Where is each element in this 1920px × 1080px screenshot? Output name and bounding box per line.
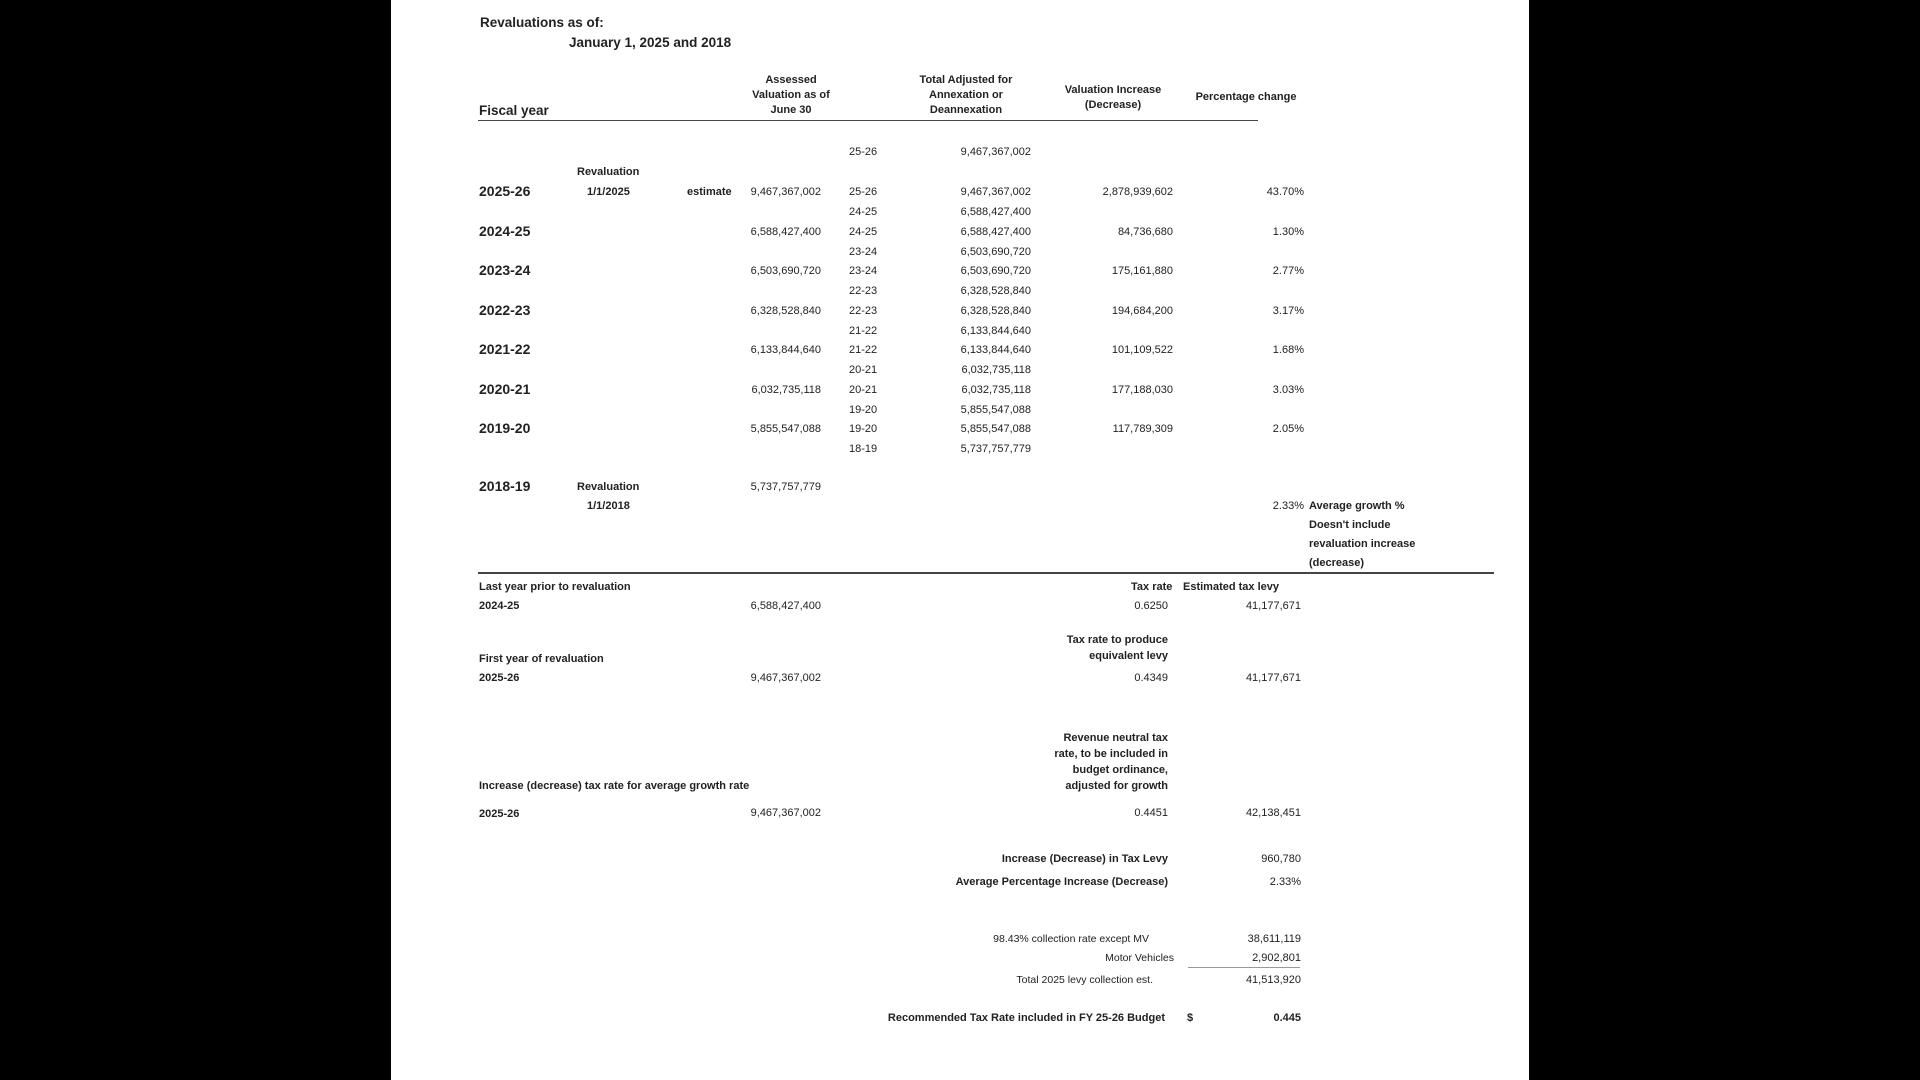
header-assessed: Assessed Valuation as of June 30 bbox=[752, 74, 830, 116]
row-pct-change: 3.17% bbox=[1272, 305, 1304, 317]
row-assessed-value: 6,133,844,640 bbox=[750, 344, 821, 356]
row-pct-change: 2.05% bbox=[1272, 423, 1304, 435]
header-total-adjusted: Total Adjusted for Annexation or Deannexation bbox=[919, 74, 1013, 116]
row-prior-total: 5,737,757,779 bbox=[960, 443, 1031, 455]
last-year-fy: 2024-25 bbox=[479, 600, 520, 612]
last-year-label: Last year prior to revaluation bbox=[479, 581, 631, 593]
row-prior-year-code: 19-20 bbox=[849, 404, 878, 416]
row-pct-change: 43.70% bbox=[1266, 186, 1304, 198]
row-total-adjusted: 6,588,427,400 bbox=[960, 226, 1031, 238]
row-year-code: 21-22 bbox=[849, 344, 878, 356]
row-assessed-value: 9,467,367,002 bbox=[750, 186, 821, 198]
row-valuation-increase: 84,736,680 bbox=[1117, 226, 1173, 238]
row-prior-year-code: 24-25 bbox=[849, 206, 878, 218]
row-year-code: 22-23 bbox=[849, 305, 878, 317]
row-prior-year-code: 21-22 bbox=[849, 325, 878, 337]
top-row-code: 25-26 bbox=[849, 146, 878, 158]
growth-label: Increase (decrease) tax rate for average growth rate bbox=[479, 780, 750, 792]
recommended-val: 0.445 bbox=[1273, 1012, 1301, 1024]
row-pct-change: 1.30% bbox=[1272, 226, 1304, 238]
inc-levy-val: 960,780 bbox=[1261, 853, 1301, 865]
first-year-fy: 2025-26 bbox=[479, 672, 520, 684]
row-prior-year-code: 22-23 bbox=[849, 285, 878, 297]
row-prior-year-code: 20-21 bbox=[849, 364, 878, 376]
neutral-label-3: budget ordinance, bbox=[1072, 764, 1168, 776]
document-page bbox=[391, 0, 1529, 1080]
row-total-adjusted: 6,503,690,720 bbox=[960, 265, 1031, 277]
first-year-levy: 41,177,671 bbox=[1245, 672, 1301, 684]
row-pct-change: 1.68% bbox=[1272, 344, 1304, 356]
row-year-code: 23-24 bbox=[849, 265, 878, 277]
row-year-code: 24-25 bbox=[849, 226, 878, 238]
base-row-note2: 1/1/2018 bbox=[587, 500, 630, 512]
row-valuation-increase: 101,109,522 bbox=[1111, 344, 1173, 356]
row-prior-total: 5,855,547,088 bbox=[960, 404, 1031, 416]
recommended-label: Recommended Tax Rate included in FY 25-26 Budget bbox=[887, 1012, 1165, 1024]
top-row-total: 9,467,367,002 bbox=[960, 146, 1031, 158]
row-valuation-increase: 177,188,030 bbox=[1111, 384, 1173, 396]
row-revaluation-note: Revaluation bbox=[577, 166, 640, 178]
row-fiscal-year: 2024-25 bbox=[479, 223, 531, 239]
avg-growth-note-4: (decrease) bbox=[1309, 557, 1365, 569]
row-year-code: 25-26 bbox=[849, 186, 878, 198]
row-prior-total: 6,032,735,118 bbox=[961, 364, 1031, 376]
header-valuation-increase: Valuation Increase (Decrease) bbox=[1064, 84, 1162, 111]
row-assessed-value: 6,328,528,840 bbox=[750, 305, 821, 317]
avg-growth-note-1: Average growth % bbox=[1309, 500, 1405, 512]
row-total-adjusted: 6,328,528,840 bbox=[960, 305, 1031, 317]
base-row-fy: 2018-19 bbox=[479, 478, 531, 494]
row-total-adjusted: 5,855,547,088 bbox=[960, 423, 1031, 435]
row-total-adjusted: 6,133,844,640 bbox=[960, 344, 1031, 356]
first-year-val: 9,467,367,002 bbox=[750, 672, 821, 684]
row-assessed-value: 5,855,547,088 bbox=[750, 423, 821, 435]
mv-val: 2,902,801 bbox=[1252, 952, 1301, 964]
neutral-label-1: Revenue neutral tax bbox=[1063, 732, 1168, 744]
row-valuation-increase: 2,878,939,602 bbox=[1102, 186, 1173, 198]
row-fiscal-year: 2025-26 bbox=[479, 183, 531, 199]
row-prior-total: 6,588,427,400 bbox=[960, 206, 1031, 218]
row-year-code: 19-20 bbox=[849, 423, 878, 435]
row-pct-change: 2.77% bbox=[1272, 265, 1304, 277]
avg-growth-pct: 2.33% bbox=[1272, 500, 1304, 512]
row-fiscal-year: 2021-22 bbox=[479, 341, 531, 357]
tax-rate-label: Tax rate bbox=[1131, 581, 1173, 593]
row-prior-total: 6,503,690,720 bbox=[960, 246, 1031, 258]
row-prior-total: 6,328,528,840 bbox=[960, 285, 1031, 297]
total-coll-val: 41,513,920 bbox=[1245, 974, 1301, 986]
mv-label: Motor Vehicles bbox=[1105, 952, 1174, 964]
row-fiscal-year: 2023-24 bbox=[479, 262, 531, 278]
row-fiscal-year: 2020-21 bbox=[479, 381, 531, 397]
total-coll-label: Total 2025 levy collection est. bbox=[1016, 974, 1153, 986]
row-valuation-increase: 175,161,880 bbox=[1111, 265, 1173, 277]
row-pct-change: 3.03% bbox=[1272, 384, 1304, 396]
row-prior-year-code: 23-24 bbox=[849, 246, 878, 258]
row-valuation-increase: 117,789,309 bbox=[1112, 423, 1173, 435]
neutral-label-4: adjusted for growth bbox=[1065, 780, 1168, 792]
equiv-label-1: Tax rate to produce bbox=[1066, 634, 1168, 646]
row-year-code: 20-21 bbox=[849, 384, 878, 396]
row-total-adjusted: 6,032,735,118 bbox=[961, 384, 1031, 396]
header-fiscal-year: Fiscal year bbox=[479, 103, 549, 118]
recommended-dollar: $ bbox=[1187, 1012, 1194, 1024]
row-valuation-increase: 194,684,200 bbox=[1111, 305, 1173, 317]
neutral-label-2: rate, to be included in bbox=[1054, 748, 1168, 760]
growth-rate: 0.4451 bbox=[1134, 807, 1168, 819]
row-prior-year-code: 18-19 bbox=[849, 443, 878, 455]
last-year-rate: 0.6250 bbox=[1134, 600, 1168, 612]
est-levy-label: Estimated tax levy bbox=[1183, 581, 1279, 593]
inc-levy-label: Increase (Decrease) in Tax Levy bbox=[1001, 853, 1168, 865]
section-divider bbox=[478, 572, 1494, 574]
avg-growth-note-3: revaluation increase bbox=[1309, 538, 1416, 550]
first-year-rate: 0.4349 bbox=[1134, 672, 1168, 684]
avg-pct-val: 2.33% bbox=[1269, 876, 1301, 888]
header-rule bbox=[478, 120, 1258, 121]
growth-val: 9,467,367,002 bbox=[750, 807, 821, 819]
base-row-assessed: 5,737,757,779 bbox=[750, 481, 821, 493]
page-title: Revaluations as of: bbox=[480, 15, 604, 30]
collection-val: 38,611,119 bbox=[1247, 933, 1301, 945]
row-total-adjusted: 9,467,367,002 bbox=[960, 186, 1031, 198]
avg-pct-label: Average Percentage Increase (Decrease) bbox=[955, 876, 1168, 888]
header-pct-change: Percentage change bbox=[1195, 91, 1297, 103]
growth-fy: 2025-26 bbox=[479, 808, 520, 820]
subtotal-rule bbox=[1188, 967, 1300, 968]
row-estimate-tag: estimate bbox=[687, 186, 732, 198]
growth-levy: 42,138,451 bbox=[1245, 807, 1301, 819]
page-subtitle: January 1, 2025 and 2018 bbox=[569, 35, 732, 50]
row-fiscal-year: 2019-20 bbox=[479, 420, 531, 436]
avg-growth-note-2: Doesn't include bbox=[1309, 519, 1391, 531]
row-prior-total: 6,133,844,640 bbox=[960, 325, 1031, 337]
row-assessed-value: 6,503,690,720 bbox=[750, 265, 821, 277]
row-revaluation-date: 1/1/2025 bbox=[587, 186, 630, 198]
last-year-val: 6,588,427,400 bbox=[750, 600, 821, 612]
first-year-label: First year of revaluation bbox=[479, 653, 604, 665]
equiv-label-2: equivalent levy bbox=[1089, 650, 1168, 662]
base-row-note1: Revaluation bbox=[577, 481, 640, 493]
collection-label: 98.43% collection rate except MV bbox=[993, 933, 1149, 945]
row-assessed-value: 6,588,427,400 bbox=[750, 226, 821, 238]
row-fiscal-year: 2022-23 bbox=[479, 302, 531, 318]
row-assessed-value: 6,032,735,118 bbox=[751, 384, 821, 396]
last-year-levy: 41,177,671 bbox=[1245, 600, 1301, 612]
